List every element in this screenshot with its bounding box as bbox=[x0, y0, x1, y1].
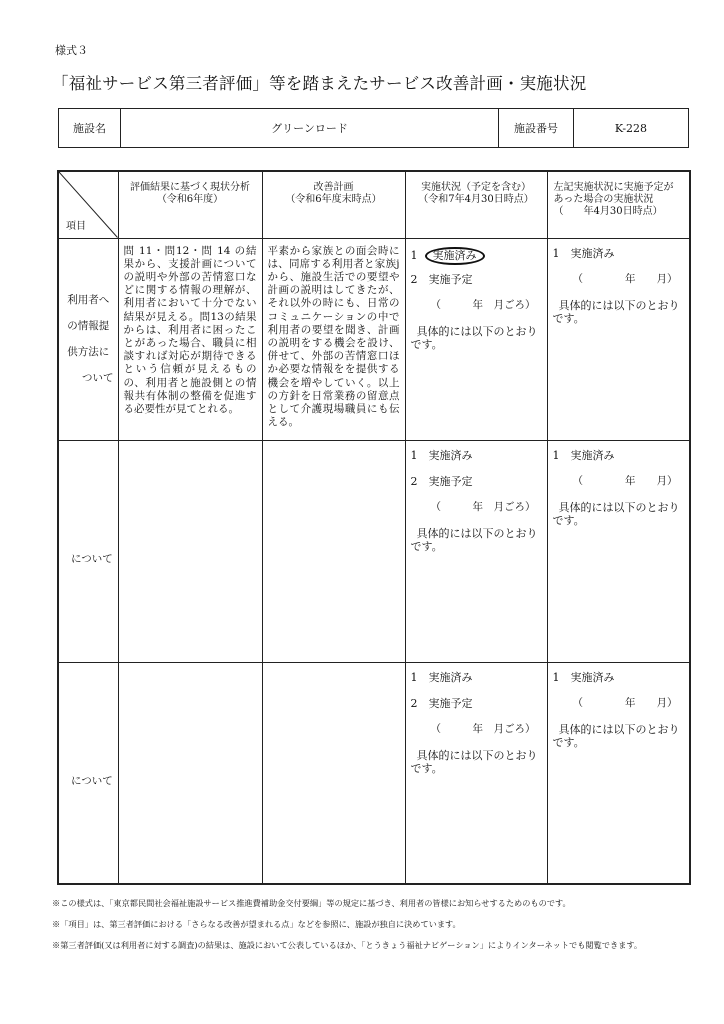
left-status-header-line1: 左記実施状況に実施予定が bbox=[553, 182, 674, 193]
footnote-3: ※第三者評価(又は利用者に対する調査)の結果は、施設において公表しているほか、「とうきょう福祉ナビゲーション」によりインターネットでも閲覧できます。 bbox=[52, 940, 643, 950]
left-status-date: （ 年 月） bbox=[572, 696, 678, 709]
left-status-done-line: 1 実施済み bbox=[552, 670, 615, 684]
status-detail-end: です。 bbox=[410, 761, 443, 775]
footnote-2: ※「項目」は、第三者評価における「さらなる改善が望まれる点」などを参照に、施設が独自に決めています。 bbox=[52, 919, 461, 929]
plan-cell bbox=[262, 440, 405, 662]
table-row bbox=[58, 662, 690, 884]
header-row bbox=[58, 171, 690, 238]
table-row bbox=[58, 238, 690, 440]
table-row bbox=[58, 440, 690, 662]
item-header-label: 項目 bbox=[66, 221, 86, 233]
item-line: ついて bbox=[82, 371, 114, 384]
analysis-cell bbox=[118, 238, 262, 440]
plan-header bbox=[262, 171, 405, 238]
status-detail: 具体的には以下のとおり bbox=[416, 748, 538, 762]
item-cell bbox=[58, 238, 118, 440]
left-status-cell bbox=[547, 440, 690, 662]
left-status-done-label: 実施済み bbox=[570, 670, 615, 684]
left-status-detail: 具体的には以下のとおり bbox=[558, 500, 680, 514]
item-line: 供方法に bbox=[67, 345, 110, 358]
footnote-1: ※この様式は、「東京都民間社会福祉施設サービス推進費補助金交付要綱」等の規定に基づき、利用者の皆様にお知らせするためのものです。 bbox=[52, 898, 571, 908]
left-status-header-line3: （ 年4月30日時点） bbox=[553, 206, 663, 217]
left-status-detail: 具体的には以下のとおり bbox=[558, 298, 680, 312]
item-header-cell bbox=[58, 171, 118, 238]
left-status-detail-end: です。 bbox=[552, 513, 585, 527]
analysis-header-line2: （令和6年度） bbox=[156, 194, 224, 205]
left-status-done-label: 実施済み bbox=[570, 448, 615, 462]
item-line: 利用者へ bbox=[67, 293, 110, 306]
plan-header-line1: 改善計画 bbox=[313, 182, 354, 193]
facility-number-value: K-228 bbox=[574, 109, 689, 148]
status-done-line: 1 実施済み bbox=[410, 670, 473, 684]
item-cell bbox=[58, 662, 118, 884]
left-status-done-line: 1 実施済み bbox=[552, 246, 615, 260]
status-done-label: 実施済み bbox=[428, 448, 473, 462]
facility-info-table bbox=[58, 108, 689, 148]
item-cell bbox=[58, 440, 118, 662]
status-planned-label: 実施予定 bbox=[428, 272, 473, 286]
facility-number-label: 施設番号 bbox=[499, 109, 574, 148]
left-status-detail: 具体的には以下のとおり bbox=[558, 722, 680, 736]
status-planned-line: 2 実施予定 bbox=[410, 272, 473, 286]
status-header-line1: 実施状況（予定を含む） bbox=[421, 182, 531, 193]
item-line: の情報提 bbox=[67, 319, 110, 332]
status-done-label: 実施済み bbox=[428, 670, 473, 684]
status-detail-end: です。 bbox=[410, 539, 443, 553]
status-cell bbox=[405, 662, 547, 884]
left-status-header-line2: あった場合の実施状況 bbox=[553, 194, 654, 205]
plan-header-line2: （令和6年度末時点） bbox=[285, 194, 382, 205]
left-status-date: （ 年 月） bbox=[572, 272, 678, 285]
status-planned-label: 実施予定 bbox=[428, 696, 473, 710]
left-status-header bbox=[547, 171, 690, 238]
status-planned-date: （ 年 月ごろ） bbox=[430, 722, 536, 735]
status-planned-date: （ 年 月ごろ） bbox=[430, 500, 536, 513]
left-status-cell bbox=[547, 238, 690, 440]
status-detail: 具体的には以下のとおり bbox=[416, 526, 538, 540]
status-planned-label: 実施予定 bbox=[428, 474, 473, 488]
plan-cell bbox=[262, 662, 405, 884]
analysis-header-line1: 評価結果に基づく現状分析 bbox=[130, 182, 250, 193]
left-status-done-line: 1 実施済み bbox=[552, 448, 615, 462]
plan-text: 平素から家族との面会時には、同席する利用者と家族j から、施設生活での要望や計画の説明はしてきたが、それ以外の時にも、日常のコミュニケーションの中で利用者の要望を聞き、計画の説明をする機会を設け、併せて、外部の苦情窓口ほか必要な情報をを提供する機会を増やしていく。以上の方針を日常業務の留意点として介護現場職員にも伝える。 bbox=[267, 244, 400, 429]
left-status-detail-end: です。 bbox=[552, 735, 585, 749]
status-cell bbox=[405, 440, 547, 662]
facility-name-value: グリーンロード bbox=[121, 109, 499, 148]
left-status-date: （ 年 月） bbox=[572, 474, 678, 487]
status-done-line: 1 実施済み bbox=[410, 448, 473, 462]
status-planned-line: 2 実施予定 bbox=[410, 696, 473, 710]
plan-cell bbox=[262, 238, 405, 440]
status-header bbox=[405, 171, 547, 238]
analysis-text: 問 11・問12・問 14 の結果から、支援計画についての説明や外部の苦情窓口などに関する情報の理解が、利用者において十分でない結果が見える。問13の結果からは、利用者に困ったことがあった場合、職員に相談すれば対応が期待できるという信頼が見えるものの、利用者と施設側との情報共有体制の整備を促進する必要性が見てとれる。 bbox=[123, 244, 257, 415]
left-status-detail-end: です。 bbox=[552, 311, 585, 325]
left-status-done-label: 実施済み bbox=[570, 246, 615, 260]
analysis-cell bbox=[118, 440, 262, 662]
item-label: について bbox=[71, 552, 113, 565]
page-title: 「福祉サービス第三者評価」等を踏まえたサービス改善計画・実施状況 bbox=[52, 74, 587, 93]
status-detail-end: です。 bbox=[410, 337, 443, 351]
form-number: 様式３ bbox=[55, 44, 88, 57]
status-detail: 具体的には以下のとおり bbox=[416, 324, 538, 338]
improvement-plan-table bbox=[57, 170, 691, 885]
status-planned-date: （ 年 月ごろ） bbox=[430, 298, 536, 311]
selected-option-circle: 実施済み bbox=[425, 247, 485, 265]
left-status-cell bbox=[547, 662, 690, 884]
status-header-line2: （令和7年4月30日時点） bbox=[418, 194, 534, 205]
status-cell bbox=[405, 238, 547, 440]
analysis-cell bbox=[118, 662, 262, 884]
facility-name-label: 施設名 bbox=[59, 109, 121, 148]
status-planned-line: 2 実施予定 bbox=[410, 474, 473, 488]
analysis-header bbox=[118, 171, 262, 238]
status-done-line: 1 実施済み bbox=[411, 247, 543, 273]
item-label: について bbox=[71, 774, 113, 787]
